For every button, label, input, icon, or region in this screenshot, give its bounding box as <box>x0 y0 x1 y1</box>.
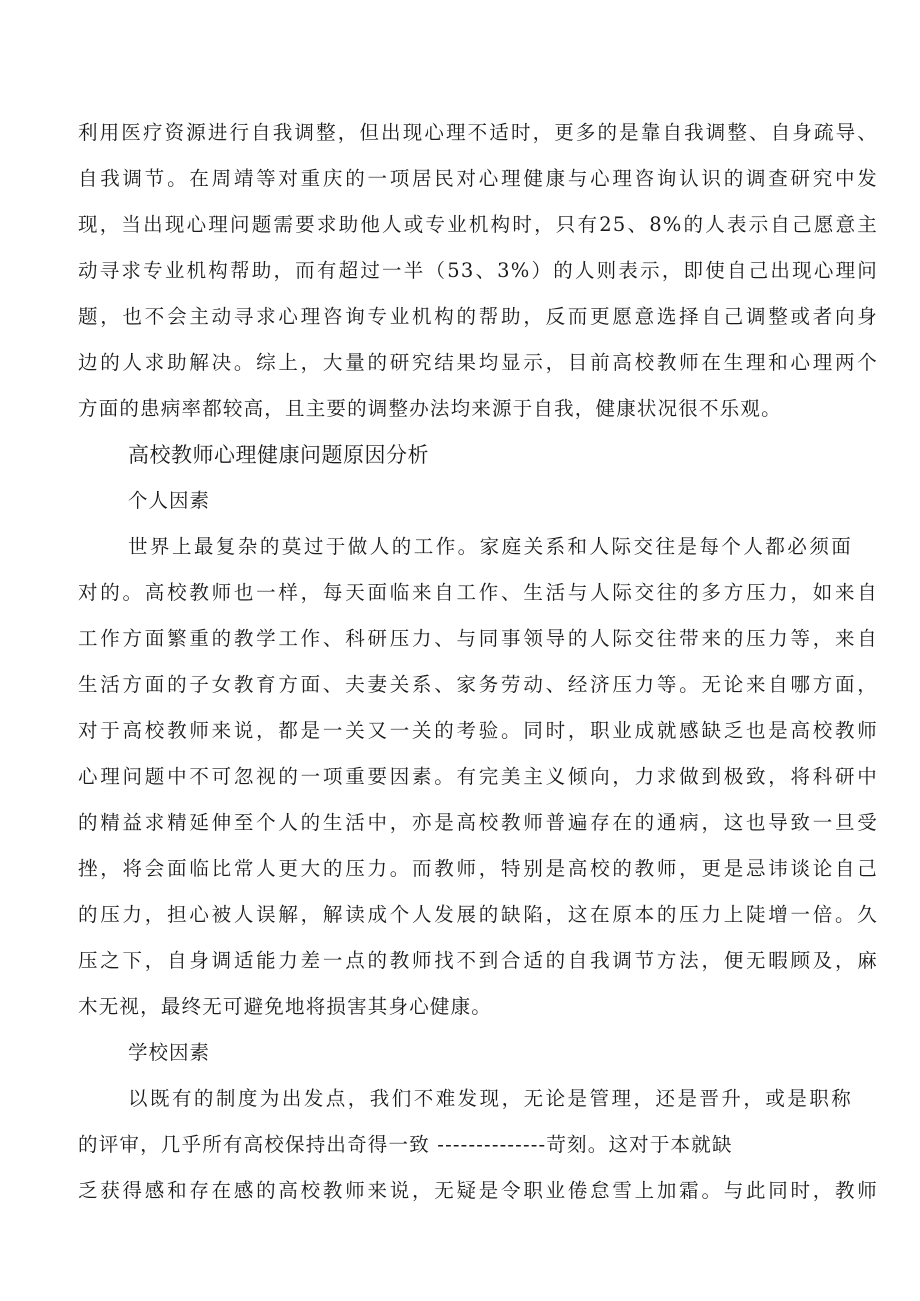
paragraph-line: 现，当出现心理问题需要求助他人或专业机构时，只有25、8%的人表示自己愿意主 <box>78 213 878 236</box>
paragraph-line: 压之下，自身调适能力差一点的教师找不到合适的自我调节方法，便无暇顾及，麻 <box>78 949 878 972</box>
paragraph-line: 挫，将会面临比常人更大的压力。而教师，特别是高校的教师，更是忌讳谈论自己 <box>78 857 878 880</box>
paragraph-line: 对的。高校教师也一样，每天面临来自工作、生活与人际交往的多方压力，如来自 <box>78 581 878 604</box>
subheading-personal-factors: 个人因素 <box>128 489 211 512</box>
paragraph-line: 的精益求精延伸至个人的生活中，亦是高校教师普遍存在的通病，这也导致一旦受 <box>78 811 878 834</box>
paragraph-line: 工作方面繁重的教学工作、科研压力、与同事领导的人际交往带来的压力等，来自 <box>78 627 878 650</box>
paragraph-line: 木无视，最终无可避免地将损害其身心健康。 <box>78 995 493 1018</box>
paragraph-line: 自我调节。在周靖等对重庆的一项居民对心理健康与心理咨询认识的调查研究中发 <box>78 167 878 190</box>
paragraph-line: 题，也不会主动寻求心理咨询专业机构的帮助，反而更愿意选择自己调整或者向身 <box>78 305 878 328</box>
paragraph-line: 动寻求专业机构帮助，而有超过一半（53、3%）的人则表示，即使自己出现心理问 <box>78 259 878 282</box>
paragraph-line: 生活方面的子女教育方面、夫妻关系、家务劳动、经济压力等。无论来自哪方面， <box>78 673 878 696</box>
paragraph-line: 心理问题中不可忽视的一项重要因素。有完美主义倾向，力求做到极致，将科研中 <box>78 765 878 788</box>
paragraph-line: 的评审，几乎所有高校保持出奇得一致 --------------苛刻。这对于本就缺 <box>78 1133 733 1156</box>
paragraph-line: 的压力，担心被人误解，解读成个人发展的缺陷，这在原本的压力上陡增一倍。久 <box>78 903 878 926</box>
section-heading: 高校教师心理健康问题原因分析 <box>128 443 429 467</box>
paragraph-line: 乏获得感和存在感的高校教师来说，无疑是令职业倦怠雪上加霜。与此同时，教师 <box>78 1179 878 1202</box>
paragraph-line: 利用医疗资源进行自我调整，但出现心理不适时，更多的是靠自我调整、自身疏导、 <box>78 121 878 144</box>
paragraph-line: 方面的患病率都较高，且主要的调整办法均来源于自我，健康状况很不乐观。 <box>78 397 782 420</box>
paragraph-line: 以既有的制度为出发点，我们不难发现，无论是管理，还是晋升，或是职称 <box>128 1087 852 1110</box>
paragraph-line: 对于高校教师来说，都是一关又一关的考验。同时，职业成就感缺乏也是高校教师 <box>78 719 878 742</box>
paragraph-line: 边的人求助解决。综上，大量的研究结果均显示，目前高校教师在生理和心理两个 <box>78 351 878 374</box>
paragraph-line: 世界上最复杂的莫过于做人的工作。家庭关系和人际交往是每个人都必须面 <box>128 535 852 558</box>
subheading-school-factors: 学校因素 <box>128 1041 211 1064</box>
